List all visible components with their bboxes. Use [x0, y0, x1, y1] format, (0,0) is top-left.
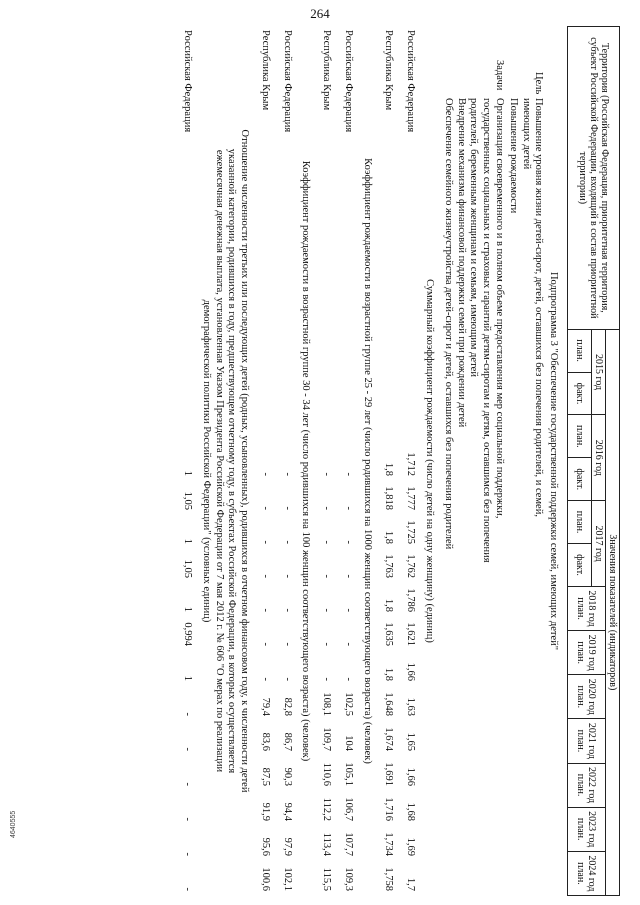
goal-label: Цель	[533, 72, 545, 95]
value-cell: -	[281, 540, 293, 544]
indicator-title-line: Суммарный коэффициент рождаемости (число детей на одну женщину) (единиц)	[423, 279, 435, 643]
value-cell: 86,7	[281, 732, 293, 751]
row-territory: Российская Федерация	[343, 30, 355, 133]
value-cell: 1,691	[383, 762, 395, 786]
value-cell: 102,5	[343, 692, 355, 716]
value-cell: 109,3	[343, 867, 355, 891]
indicator-title	[360, 26, 373, 896]
task-line: родителей, беременным женщинам и семьям, имеющим детей	[468, 98, 480, 377]
value-cell: 107,7	[343, 832, 355, 856]
value-cell: 1,8	[383, 530, 395, 544]
year-header: 2020 год план.	[568, 675, 606, 719]
value-cell: 1,725	[405, 520, 417, 544]
value-cell: -	[281, 472, 293, 476]
value-cell: 106,7	[343, 797, 355, 821]
value-cell: 1,763	[383, 554, 395, 578]
row-territory: Российская Федерация	[281, 30, 293, 133]
plan-header: план.	[568, 329, 592, 372]
value-cell: 0,994	[182, 622, 194, 646]
table-row	[253, 26, 275, 896]
value-cell: 1,8	[383, 462, 395, 476]
value-cell: 79,4	[259, 697, 271, 716]
value-cell: 87,5	[259, 767, 271, 786]
year-header: 2022 год план.	[568, 763, 606, 807]
indicators-section	[176, 26, 435, 896]
value-cell: 1	[182, 470, 194, 476]
value-cell: 1,05	[182, 559, 194, 578]
value-cell: -	[182, 887, 194, 891]
value-cell: -	[259, 574, 271, 578]
value-cell: -	[343, 677, 355, 681]
value-cell: 1,7	[405, 877, 417, 891]
task-line: Внедрение механизма финансовой поддержки семей при рождении детей	[455, 98, 467, 428]
value-cell: -	[259, 472, 271, 476]
fact-header: факт.	[568, 458, 592, 501]
year-header: 2017 год	[592, 501, 606, 587]
table-row	[376, 26, 398, 896]
value-cell: -	[321, 540, 333, 544]
landscape-table-sheet	[10, 26, 620, 896]
value-cell: -	[259, 642, 271, 646]
indicator-title-line: Коэффициент рождаемости в возрастной группе 25 - 29 лет (число родившихся на 1000 женщин соответствующего возраста) (человек)	[362, 158, 374, 764]
value-cell: -	[321, 506, 333, 510]
value-cell: 1,712	[405, 452, 417, 476]
value-cell: 1	[182, 606, 194, 612]
row-territory: Республика Крым	[383, 30, 395, 111]
value-cell: 1,66	[405, 767, 417, 786]
value-cell: 109,7	[321, 727, 333, 751]
year-header: 2019 год план.	[568, 631, 606, 675]
value-cell: 1,05	[182, 491, 194, 510]
value-cell: -	[182, 712, 194, 716]
value-cell: -	[259, 540, 271, 544]
value-cell: 1,758	[383, 867, 395, 891]
value-cell: 83,6	[259, 732, 271, 751]
value-cell: 1,786	[405, 588, 417, 612]
value-cell: -	[343, 540, 355, 544]
value-cell: 104	[343, 735, 355, 751]
value-cell: -	[182, 747, 194, 751]
year-header: 2021 год план.	[568, 719, 606, 763]
value-cell: 1,621	[405, 622, 417, 646]
task-line: Обеспечение семейного жизнеустройства детей-сирот и детей, оставшихся без попечения родителей	[443, 98, 455, 550]
year-header: 2018 год план.	[568, 586, 606, 630]
value-cell: -	[281, 608, 293, 612]
value-cell: 1,716	[383, 797, 395, 821]
value-cell: -	[281, 506, 293, 510]
value-cell: 82,8	[281, 697, 293, 716]
value-cell: 91,9	[259, 802, 271, 821]
value-cell: -	[281, 677, 293, 681]
value-cell: 1,762	[405, 554, 417, 578]
indicator-title-line: Отношение численности третьих или последующих детей (родных, усыновленных), родившихся в отчетном финансовом году, к численности детей	[238, 129, 250, 793]
indicator-title-line: указанной категории, родившихся в году, предшествующем отчетному году, в субъектах Российской Федерации, в которых осуществляется	[226, 148, 238, 774]
value-cell: -	[321, 472, 333, 476]
table-row	[176, 26, 198, 896]
indicator-title	[299, 26, 312, 896]
year-header: 2016 год	[592, 415, 606, 501]
fact-header: факт.	[568, 544, 592, 587]
row-territory: Республика Крым	[321, 30, 333, 111]
value-cell: 1,8	[383, 598, 395, 612]
value-cell: 1	[182, 538, 194, 544]
value-cell: -	[321, 574, 333, 578]
value-cell: 1,648	[383, 692, 395, 716]
value-cell: 1,65	[405, 732, 417, 751]
value-cell: -	[321, 608, 333, 612]
row-territory: Российская Федерация	[405, 30, 417, 133]
plan-header: план.	[568, 415, 592, 458]
value-cell: -	[259, 677, 271, 681]
plan-header: план.	[568, 501, 592, 544]
tasks-label: Задачи	[493, 60, 505, 91]
table-row	[314, 26, 336, 896]
value-cell: 90,3	[281, 767, 293, 786]
value-cell: 1,818	[383, 486, 395, 510]
subprogram-title: Подпрограмма 3 "Обеспечение государственной поддержки семей, имеющих детей"	[548, 271, 559, 651]
goal-line: имеющих детей	[520, 98, 532, 170]
value-cell: -	[281, 642, 293, 646]
value-cell: -	[182, 817, 194, 821]
value-cell: -	[321, 642, 333, 646]
value-cell: 97,9	[281, 837, 293, 856]
value-cell: 1,635	[383, 622, 395, 646]
value-cell: -	[281, 574, 293, 578]
value-cell: 94,4	[281, 802, 293, 821]
value-cell: -	[343, 608, 355, 612]
territory-header: Территория (Российская Федерация, приоритетная территория, субъект Российской Федерации, входящий в состав приоритетной территории)	[568, 27, 620, 330]
tasks-block	[442, 60, 505, 896]
value-cell: 102,1	[281, 867, 293, 891]
indicator-title-line: ежемесячная денежная выплата, установленная Указом Президента Российской Федерации от 7 мая 2012 г. № 606 "О мерах по реализации	[213, 149, 225, 773]
row-territory: Российская Федерация	[182, 30, 194, 133]
value-cell: 113,4	[321, 832, 333, 856]
value-cell: 112,2	[321, 797, 333, 821]
task-line: Организация своевременного и в полном объеме предоставления мер социальной поддержки,	[493, 98, 505, 519]
header-table	[567, 26, 620, 896]
page-number: 264	[310, 6, 330, 21]
value-cell: -	[259, 608, 271, 612]
value-cell: 1,8	[383, 667, 395, 681]
value-cell: 1,777	[405, 486, 417, 510]
year-header: 2015 год	[592, 329, 606, 415]
fact-header: факт.	[568, 372, 592, 415]
value-cell: 1,66	[405, 662, 417, 681]
table-row	[398, 26, 420, 896]
year-header: 2023 год план.	[568, 807, 606, 851]
value-cell: 108,1	[321, 692, 333, 716]
task-line: государственных социальных и страховых гарантий детям-сиротам и детям, оставшимся без попечения	[481, 98, 493, 563]
value-cell: -	[259, 506, 271, 510]
indicator-title-line: Коэффициент рождаемости в возрастной группе 30 - 34 лет (число родившихся на 100 женщин соответствующего возраста) (человек)	[300, 160, 312, 762]
value-cell: 1,68	[405, 802, 417, 821]
indicator-title	[422, 26, 435, 896]
year-header: 2024 год план.	[568, 851, 606, 895]
value-cell: -	[343, 506, 355, 510]
value-cell: 100,6	[259, 867, 271, 891]
value-cell: -	[343, 574, 355, 578]
value-cell: -	[182, 782, 194, 786]
table-row	[336, 26, 358, 896]
goal-line: Повышение рождаемости	[508, 98, 520, 214]
value-cell: 95,6	[259, 837, 271, 856]
value-cell: 1,674	[383, 727, 395, 751]
goal-line: Повышение уровня жизни детей-сирот, детей, оставшихся без попечения родителей, и семей,	[533, 98, 545, 517]
value-cell: -	[343, 472, 355, 476]
value-cell: 115,5	[321, 867, 333, 891]
document-stamp: 4640555	[10, 810, 17, 838]
indicator-title-line: демографической политики Российской Федерации" (условных единиц)	[201, 299, 213, 623]
value-cell: 105,1	[343, 762, 355, 786]
value-cell: -	[182, 852, 194, 856]
table-row	[275, 26, 297, 896]
indicator-title	[200, 26, 250, 896]
value-cell: -	[321, 677, 333, 681]
value-cell: -	[343, 642, 355, 646]
value-cell: 110,6	[321, 762, 333, 786]
value-cell: 1,734	[383, 832, 395, 856]
goals-block	[507, 72, 545, 896]
value-cell: 1,69	[405, 837, 417, 856]
row-territory: Республика Крым	[259, 30, 271, 111]
value-cell: 1,63	[405, 697, 417, 716]
value-cell: 1	[182, 675, 194, 681]
values-header: Значения показателей (индикаторов)	[606, 329, 620, 895]
